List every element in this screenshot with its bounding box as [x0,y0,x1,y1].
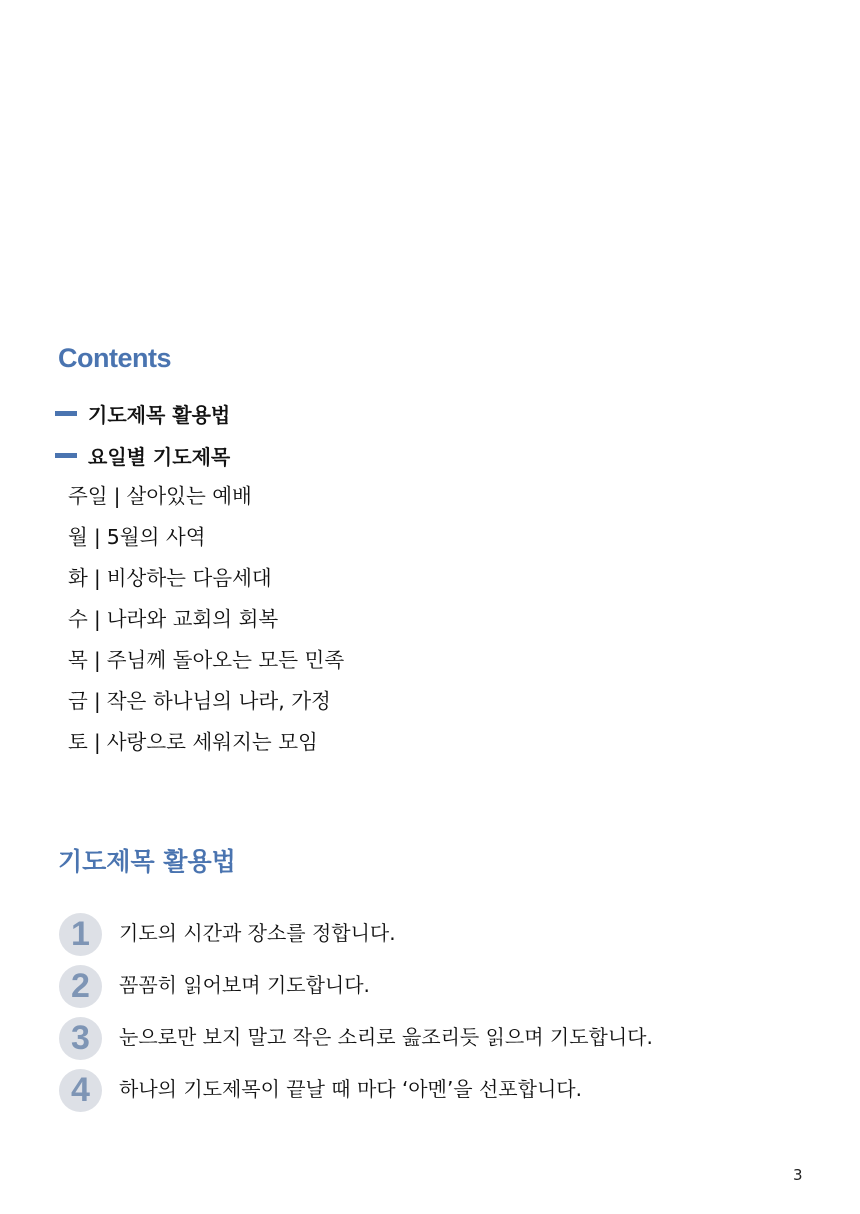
usage-section-title: 기도제목 활용법 [58,847,236,876]
usage-step [59,1069,653,1121]
step-text: 눈으로만 보지 말고 작은 소리로 읊조리듯 읽으며 기도합니다. [119,1025,653,1049]
toc-day: 월 [68,525,88,549]
toc-entry-wednesday[interactable] [68,605,344,646]
toc-entry-saturday[interactable] [68,728,344,769]
toc-day: 수 [68,607,88,631]
usage-step [59,1017,653,1069]
toc-entry-thursday[interactable] [68,646,344,687]
toc-day-list [68,482,344,769]
toc-entry-title: 나라와 교회의 회복 [106,607,279,631]
toc-section-weekly[interactable] [55,442,230,468]
dash-icon [55,453,77,458]
usage-step [59,913,653,965]
toc-day: 주일 [68,484,108,508]
toc-day: 목 [68,648,88,672]
contents-title: Contents [58,343,171,373]
page-number: 3 [793,1166,803,1184]
toc-entry-monday[interactable] [68,523,344,564]
step-text: 꼼꼼히 읽어보며 기도합니다. [119,973,370,997]
step-number-badge: 3 [59,1017,102,1060]
step-text: 기도의 시간과 장소를 정합니다. [119,921,396,945]
toc-separator: | [113,484,121,508]
step-number-badge: 4 [59,1069,102,1112]
usage-step [59,965,653,1017]
toc-separator: | [93,607,101,631]
toc-separator: | [93,648,101,672]
toc-entry-title: 주님께 돌아오는 모든 민족 [106,648,345,672]
toc-section-label: 요일별 기도제목 [88,444,231,469]
toc-entry-title: 살아있는 예배 [126,484,252,508]
toc-separator: | [93,689,101,713]
toc-entry-title: 작은 하나님의 나라, 가정 [106,689,331,713]
toc-day: 금 [68,689,88,713]
toc-day: 토 [68,730,88,754]
toc-section-usage[interactable] [55,400,230,426]
toc-section-label: 기도제목 활용법 [88,402,231,427]
toc-separator: | [93,525,101,549]
toc-separator: | [93,730,101,754]
step-number-badge: 1 [59,913,102,956]
step-number-badge: 2 [59,965,102,1008]
toc-day: 화 [68,566,88,590]
toc-entry-title: 사랑으로 세워지는 모임 [106,730,318,754]
toc-separator: | [93,566,101,590]
toc-entry-tuesday[interactable] [68,564,344,605]
dash-icon [55,411,77,416]
toc-entry-title: 5월의 사역 [106,525,206,549]
toc-entry-title: 비상하는 다음세대 [106,566,272,590]
toc-entry-sunday[interactable] [68,482,344,523]
step-text: 하나의 기도제목이 끝날 때 마다 ‘아멘’을 선포합니다. [119,1077,582,1101]
usage-steps-list [59,913,653,1121]
toc-entry-friday[interactable] [68,687,344,728]
